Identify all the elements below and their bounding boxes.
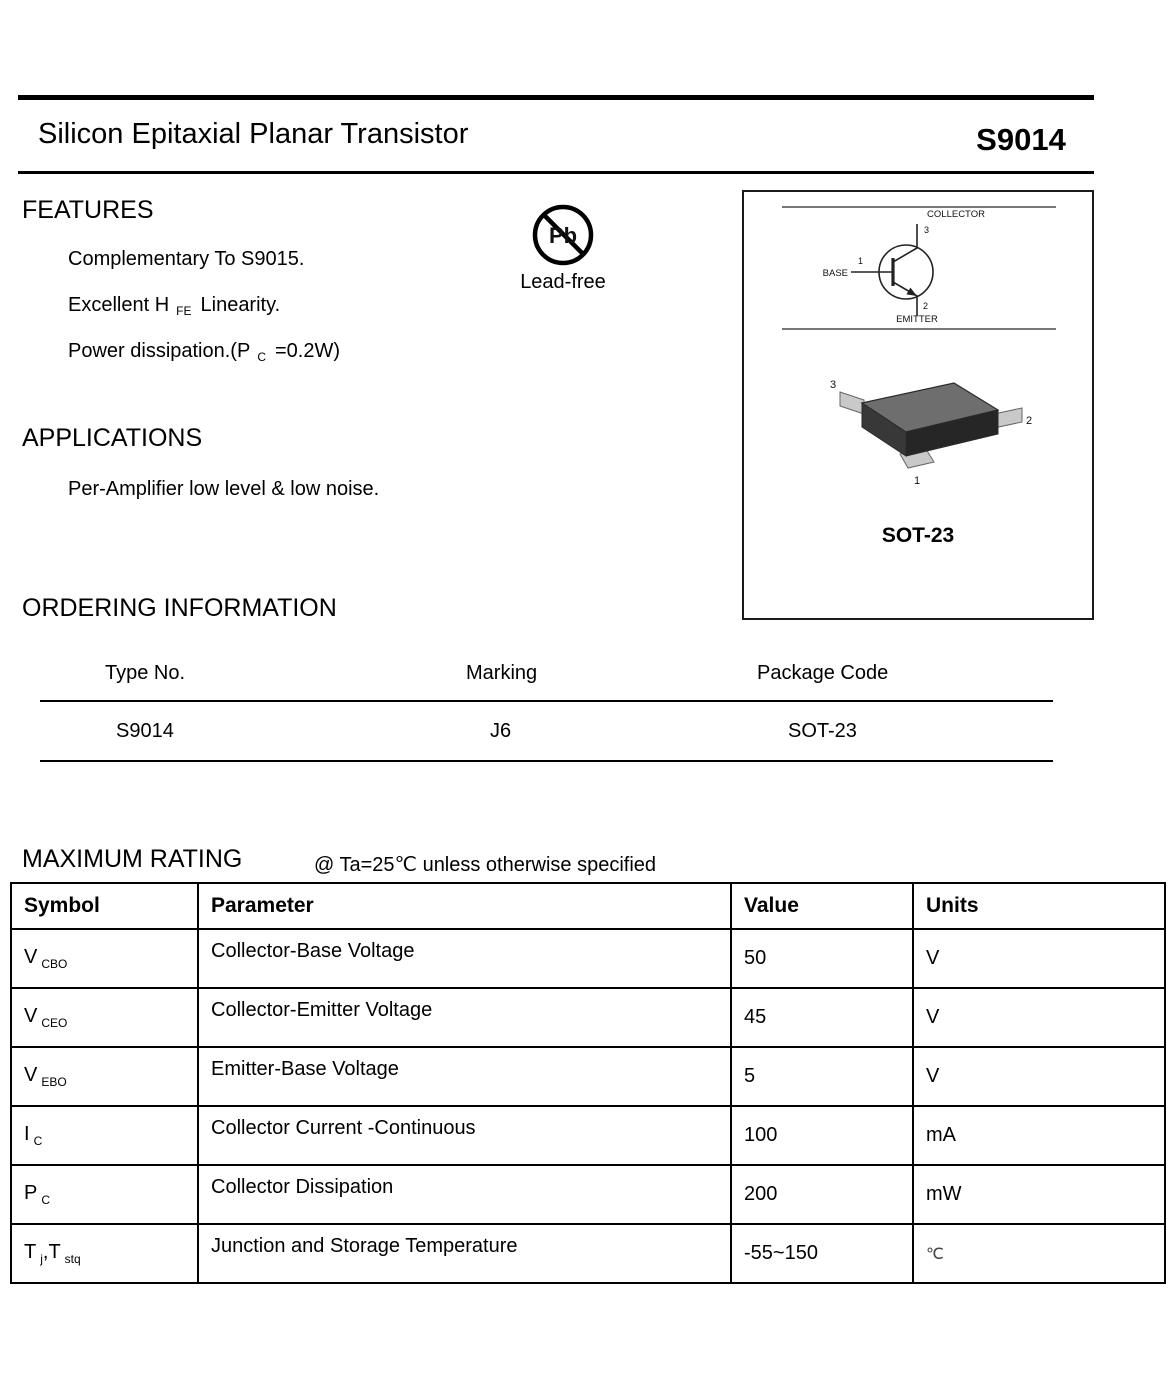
feature-item	[68, 294, 280, 318]
column-header-value: Value	[731, 883, 913, 929]
collector-label: COLLECTOR	[927, 209, 985, 220]
symbol-main: V	[24, 946, 38, 968]
value-cell: -55~150	[731, 1224, 913, 1283]
feature-item	[68, 340, 340, 364]
symbol-sub: CBO	[41, 957, 68, 971]
lead-free-icon	[530, 202, 596, 268]
symbol-sub: j	[40, 1252, 43, 1266]
applications-heading: APPLICATIONS	[22, 424, 203, 452]
symbol-sub: C	[33, 1134, 43, 1148]
base-pin: 1	[858, 256, 864, 266]
column-header-parameter: Parameter	[198, 883, 731, 929]
collector-pin: 3	[924, 225, 930, 235]
package-lead-3	[840, 392, 864, 414]
symbol-sub: C	[41, 1193, 51, 1207]
symbol-main: ,T	[42, 1241, 61, 1263]
features-heading: FEATURES	[22, 196, 154, 224]
ordering-header-type: Type No.	[105, 662, 186, 684]
maximum-rating-heading: MAXIMUM RATING	[22, 845, 243, 873]
table-row	[11, 988, 1165, 1047]
symbol-cell	[11, 1047, 198, 1106]
feature-subscript: FE	[176, 304, 192, 318]
value-cell: 50	[731, 929, 913, 988]
feature-subscript: C	[257, 350, 266, 364]
symbol-cell	[11, 929, 198, 988]
units-cell: mW	[913, 1165, 1165, 1224]
parameter-cell: Emitter-Base Voltage	[198, 1047, 731, 1106]
symbol-main: V	[24, 1005, 38, 1027]
page-title: Silicon Epitaxial Planar Transistor	[38, 118, 469, 150]
package-name: SOT-23	[881, 524, 955, 547]
symbol-sub: CEO	[41, 1016, 68, 1030]
feature-text: Linearity.	[200, 294, 281, 316]
symbol-main: T	[24, 1241, 37, 1263]
parameter-cell: Collector Current -Continuous	[198, 1106, 731, 1165]
ordering-value-marking: J6	[490, 720, 512, 742]
package-diagram-box	[742, 190, 1094, 620]
ordering-divider	[40, 760, 1053, 762]
value-cell: 45	[731, 988, 913, 1047]
units-cell: ℃	[913, 1224, 1165, 1283]
units-cell: mA	[913, 1106, 1165, 1165]
parameter-cell: Collector-Emitter Voltage	[198, 988, 731, 1047]
lead-free-label: Lead-free	[520, 271, 606, 293]
symbol-main: P	[24, 1182, 38, 1204]
symbol-cell	[11, 1165, 198, 1224]
feature-item: Complementary To S9015.	[68, 248, 305, 270]
ordering-divider	[40, 700, 1053, 702]
feature-text: Excellent H	[68, 294, 170, 316]
pkg-pin3-label: 3	[830, 379, 837, 391]
feature-text: =0.2W)	[274, 340, 341, 362]
symbol-sub: EBO	[41, 1075, 67, 1089]
emitter-pin: 2	[923, 301, 929, 311]
value-cell: 200	[731, 1165, 913, 1224]
symbol-cell	[11, 988, 198, 1047]
parameter-cell: Collector Dissipation	[198, 1165, 731, 1224]
ordering-header-marking: Marking	[466, 662, 538, 684]
symbol-main: I	[24, 1123, 30, 1145]
parameter-cell: Collector-Base Voltage	[198, 929, 731, 988]
ordering-value-package: SOT-23	[788, 720, 857, 742]
value-cell: 100	[731, 1106, 913, 1165]
parameter-cell: Junction and Storage Temperature	[198, 1224, 731, 1283]
symbol-sub: stq	[64, 1252, 81, 1266]
table-row	[11, 1106, 1165, 1165]
table-row	[11, 1224, 1165, 1283]
table-row	[11, 1165, 1165, 1224]
top-divider	[18, 95, 1094, 100]
symbol-main: V	[24, 1064, 38, 1086]
units-cell: V	[913, 988, 1165, 1047]
table-header-row	[11, 883, 1165, 929]
feature-text: Power dissipation.(P	[68, 340, 251, 362]
emitter-label: EMITTER	[896, 314, 938, 324]
ordering-heading: ORDERING INFORMATION	[22, 594, 337, 622]
transistor-schematic	[816, 206, 1036, 324]
sot23-package-drawing	[802, 358, 1037, 508]
value-cell: 5	[731, 1047, 913, 1106]
application-item: Per-Amplifier low level & low noise.	[68, 478, 380, 500]
title-divider	[18, 171, 1094, 174]
ordering-value-type: S9014	[116, 720, 174, 742]
column-header-symbol: Symbol	[11, 883, 198, 929]
pkg-pin2-label: 2	[1026, 415, 1033, 427]
symbol-cell	[11, 1224, 198, 1283]
part-number: S9014	[976, 122, 1066, 157]
units-cell: V	[913, 1047, 1165, 1106]
diagram-divider	[782, 328, 1056, 330]
table-row	[11, 1047, 1165, 1106]
symbol-cell	[11, 1106, 198, 1165]
maximum-rating-condition: @ Ta=25℃ unless otherwise specified	[314, 854, 657, 876]
pkg-pin1-label: 1	[914, 475, 921, 487]
pb-text: Pb	[548, 223, 578, 248]
ordering-header-package: Package Code	[757, 662, 889, 684]
maximum-rating-table	[10, 882, 1166, 1284]
column-header-units: Units	[913, 883, 1165, 929]
units-cell: V	[913, 929, 1165, 988]
table-row	[11, 929, 1165, 988]
base-label: BASE	[822, 268, 848, 279]
